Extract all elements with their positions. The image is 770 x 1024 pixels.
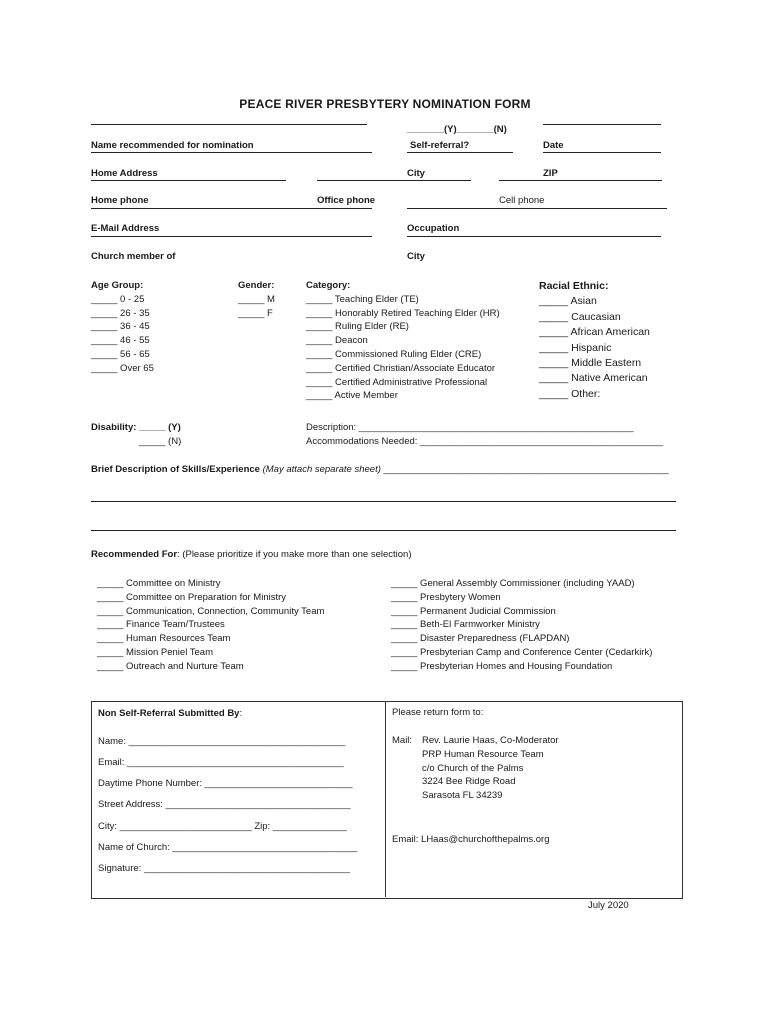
return-heading: Please return form to: [392,707,484,718]
address-line: Sarasota FL 34239 [422,790,503,802]
skills-line[interactable] [91,530,676,531]
church-line[interactable] [91,236,372,237]
committee-option[interactable]: _____ Presbytery Women [391,591,501,603]
email-label: E-Mail Address [91,223,160,234]
name-line[interactable] [91,124,367,125]
skills-line[interactable] [91,501,676,502]
committee-option[interactable]: _____ Communication, Connection, Community Team [97,605,325,617]
committee-option[interactable]: _____ Committee on Ministry [97,578,221,589]
gender-heading: Gender: [238,280,275,291]
category-option[interactable]: _____ Commissioned Ruling Elder (CRE) [306,348,482,360]
occupation-line[interactable] [407,208,667,209]
form-title: PEACE RIVER PRESBYTERY NOMINATION FORM [239,97,531,111]
committee-option[interactable]: _____ Presbyterian Camp and Conference Center (Cedarkirk) [391,646,653,658]
home-phone-label: Home phone [91,195,149,206]
office-phone-line[interactable] [317,180,471,181]
skills-blank[interactable]: ______________________________________________________ [383,464,669,475]
disability-yes[interactable]: Disability: _____ (Y) [91,422,181,433]
church-label: Church member of [91,251,176,262]
racial-option[interactable]: _____ Native American [539,372,648,385]
mail-label: Mail: [392,735,413,746]
racial-option[interactable]: _____ Other: [539,387,601,400]
committee-option[interactable]: _____ Mission Peniel Team [97,646,214,658]
submitter-email-field[interactable]: Email: _________________________________________ [98,757,344,768]
box-divider [385,701,386,897]
age-option[interactable]: _____ 36 - 45 [91,321,150,333]
age-group [91,281,154,378]
home-address-label: Home Address [91,168,158,179]
age-group-heading: Age Group: [91,280,144,291]
skills-note: (May attach separate sheet) [262,464,381,475]
committee-option[interactable]: _____ Outreach and Nurture Team [97,660,244,672]
address-line: PRP Human Resource Team [422,748,544,760]
age-option[interactable]: _____ 26 - 35 [91,307,150,319]
age-option[interactable]: _____ 0 - 25 [91,293,145,305]
age-option[interactable]: _____ Over 65 [91,362,154,374]
submitter-church-field[interactable]: Name of Church: ___________________________________ [98,842,358,853]
self-referral-blank[interactable]: _______(Y)_______(N) [407,124,507,135]
zip-line[interactable] [543,152,661,153]
recommended-row [91,550,412,560]
category-option[interactable]: _____ Deacon [306,335,368,347]
zip-label: ZIP [543,168,558,179]
submitter-signature-field[interactable]: Signature: _______________________________________ [98,863,351,874]
home-address-line[interactable] [91,152,372,153]
committee-option[interactable]: _____ Disaster Preparedness (FLAPDAN) [391,633,570,645]
committee-option[interactable]: _____ Presbyterian Homes and Housing Foundation [391,660,613,672]
racial-ethnic-group [539,281,650,404]
skills-row [91,465,669,475]
committee-option[interactable]: _____ Beth-El Farmworker Ministry [391,619,540,631]
committees-right [391,579,652,676]
submitter-city-zip-field[interactable]: City: _________________________ Zip: ______________ [98,821,347,832]
category-group [306,281,500,405]
disability-description[interactable]: Description: ____________________________________________________ [306,422,634,433]
committee-option[interactable]: _____ Committee on Preparation for Ministry [97,591,287,603]
return-address [422,736,559,805]
committee-option[interactable]: _____ General Assembly Commissioner (including YAAD) [391,578,635,589]
category-option[interactable]: _____ Active Member [306,390,398,402]
church-city-label: City [407,251,425,262]
address-line: Rev. Laurie Haas, Co-Moderator [422,735,559,746]
footer-date: July 2020 [588,900,629,911]
disability-no[interactable]: _____ (N) [139,436,182,447]
home-phone-line[interactable] [91,180,286,181]
submitter-heading-row [98,708,242,719]
skills-label: Brief Description of Skills/Experience [91,464,260,475]
cell-phone-line[interactable] [499,180,662,181]
self-referral-label: Self-referral? [410,140,470,151]
address-line: c/o Church of the Palms [422,762,524,774]
cell-phone-label: Cell phone [499,195,545,206]
accommodations-needed[interactable]: Accommodations Needed: ______________________________________________ [306,436,664,447]
submitter-name-field[interactable]: Name: _________________________________________ [98,736,346,747]
category-option[interactable]: _____ Teaching Elder (TE) [306,293,419,305]
category-option[interactable]: _____ Certified Administrative Professional [306,376,488,388]
submitter-phone-field[interactable]: Daytime Phone Number: ____________________________ [98,778,353,789]
email-line[interactable] [91,208,372,209]
gender-option[interactable]: _____ F [238,307,273,319]
committee-option[interactable]: _____ Permanent Judicial Commission [391,605,556,617]
racial-option[interactable]: _____ Middle Eastern [539,356,642,369]
committees-left [97,579,324,676]
committee-option[interactable]: _____ Human Resources Team [97,633,231,645]
city-line[interactable] [407,152,513,153]
recommended-label: Recommended For [91,549,178,560]
submitter-heading: Non Self-Referral Submitted By [98,708,240,719]
age-option[interactable]: _____ 56 - 65 [91,348,150,360]
racial-option[interactable]: _____ Asian [539,295,597,308]
name-label: Name recommended for nomination [91,140,254,151]
category-option[interactable]: _____ Honorably Retired Teaching Elder (HR) [306,307,500,319]
racial-option[interactable]: _____ Hispanic [539,341,612,354]
office-phone-label: Office phone [317,195,376,206]
gender-group [238,281,275,322]
city-label: City [407,168,425,179]
racial-ethnic-heading: Racial Ethnic: [539,280,609,292]
category-option[interactable]: _____ Ruling Elder (RE) [306,321,409,333]
committee-option[interactable]: _____ Finance Team/Trustees [97,619,225,631]
date-line[interactable] [543,124,661,125]
gender-option[interactable]: _____ M [238,293,275,305]
return-email: Email: LHaas@churchofthepalms.org [392,834,550,845]
racial-option[interactable]: _____ African American [539,326,650,339]
submitter-street-field[interactable]: Street Address: ___________________________________ [98,799,351,810]
category-heading: Category: [306,280,351,291]
racial-option[interactable]: _____ Caucasian [539,310,621,323]
address-line: 3224 Bee Ridge Road [422,776,516,788]
category-option[interactable]: _____ Certified Christian/Associate Educator [306,362,496,374]
age-option[interactable]: _____ 46 - 55 [91,335,150,347]
occupation-label: Occupation [407,223,460,234]
recommended-note: : (Please prioritize if you make more than one selection) [177,549,412,560]
submitter-colon: : [239,708,243,719]
date-label: Date [543,140,564,151]
church-city-line[interactable] [407,236,661,237]
